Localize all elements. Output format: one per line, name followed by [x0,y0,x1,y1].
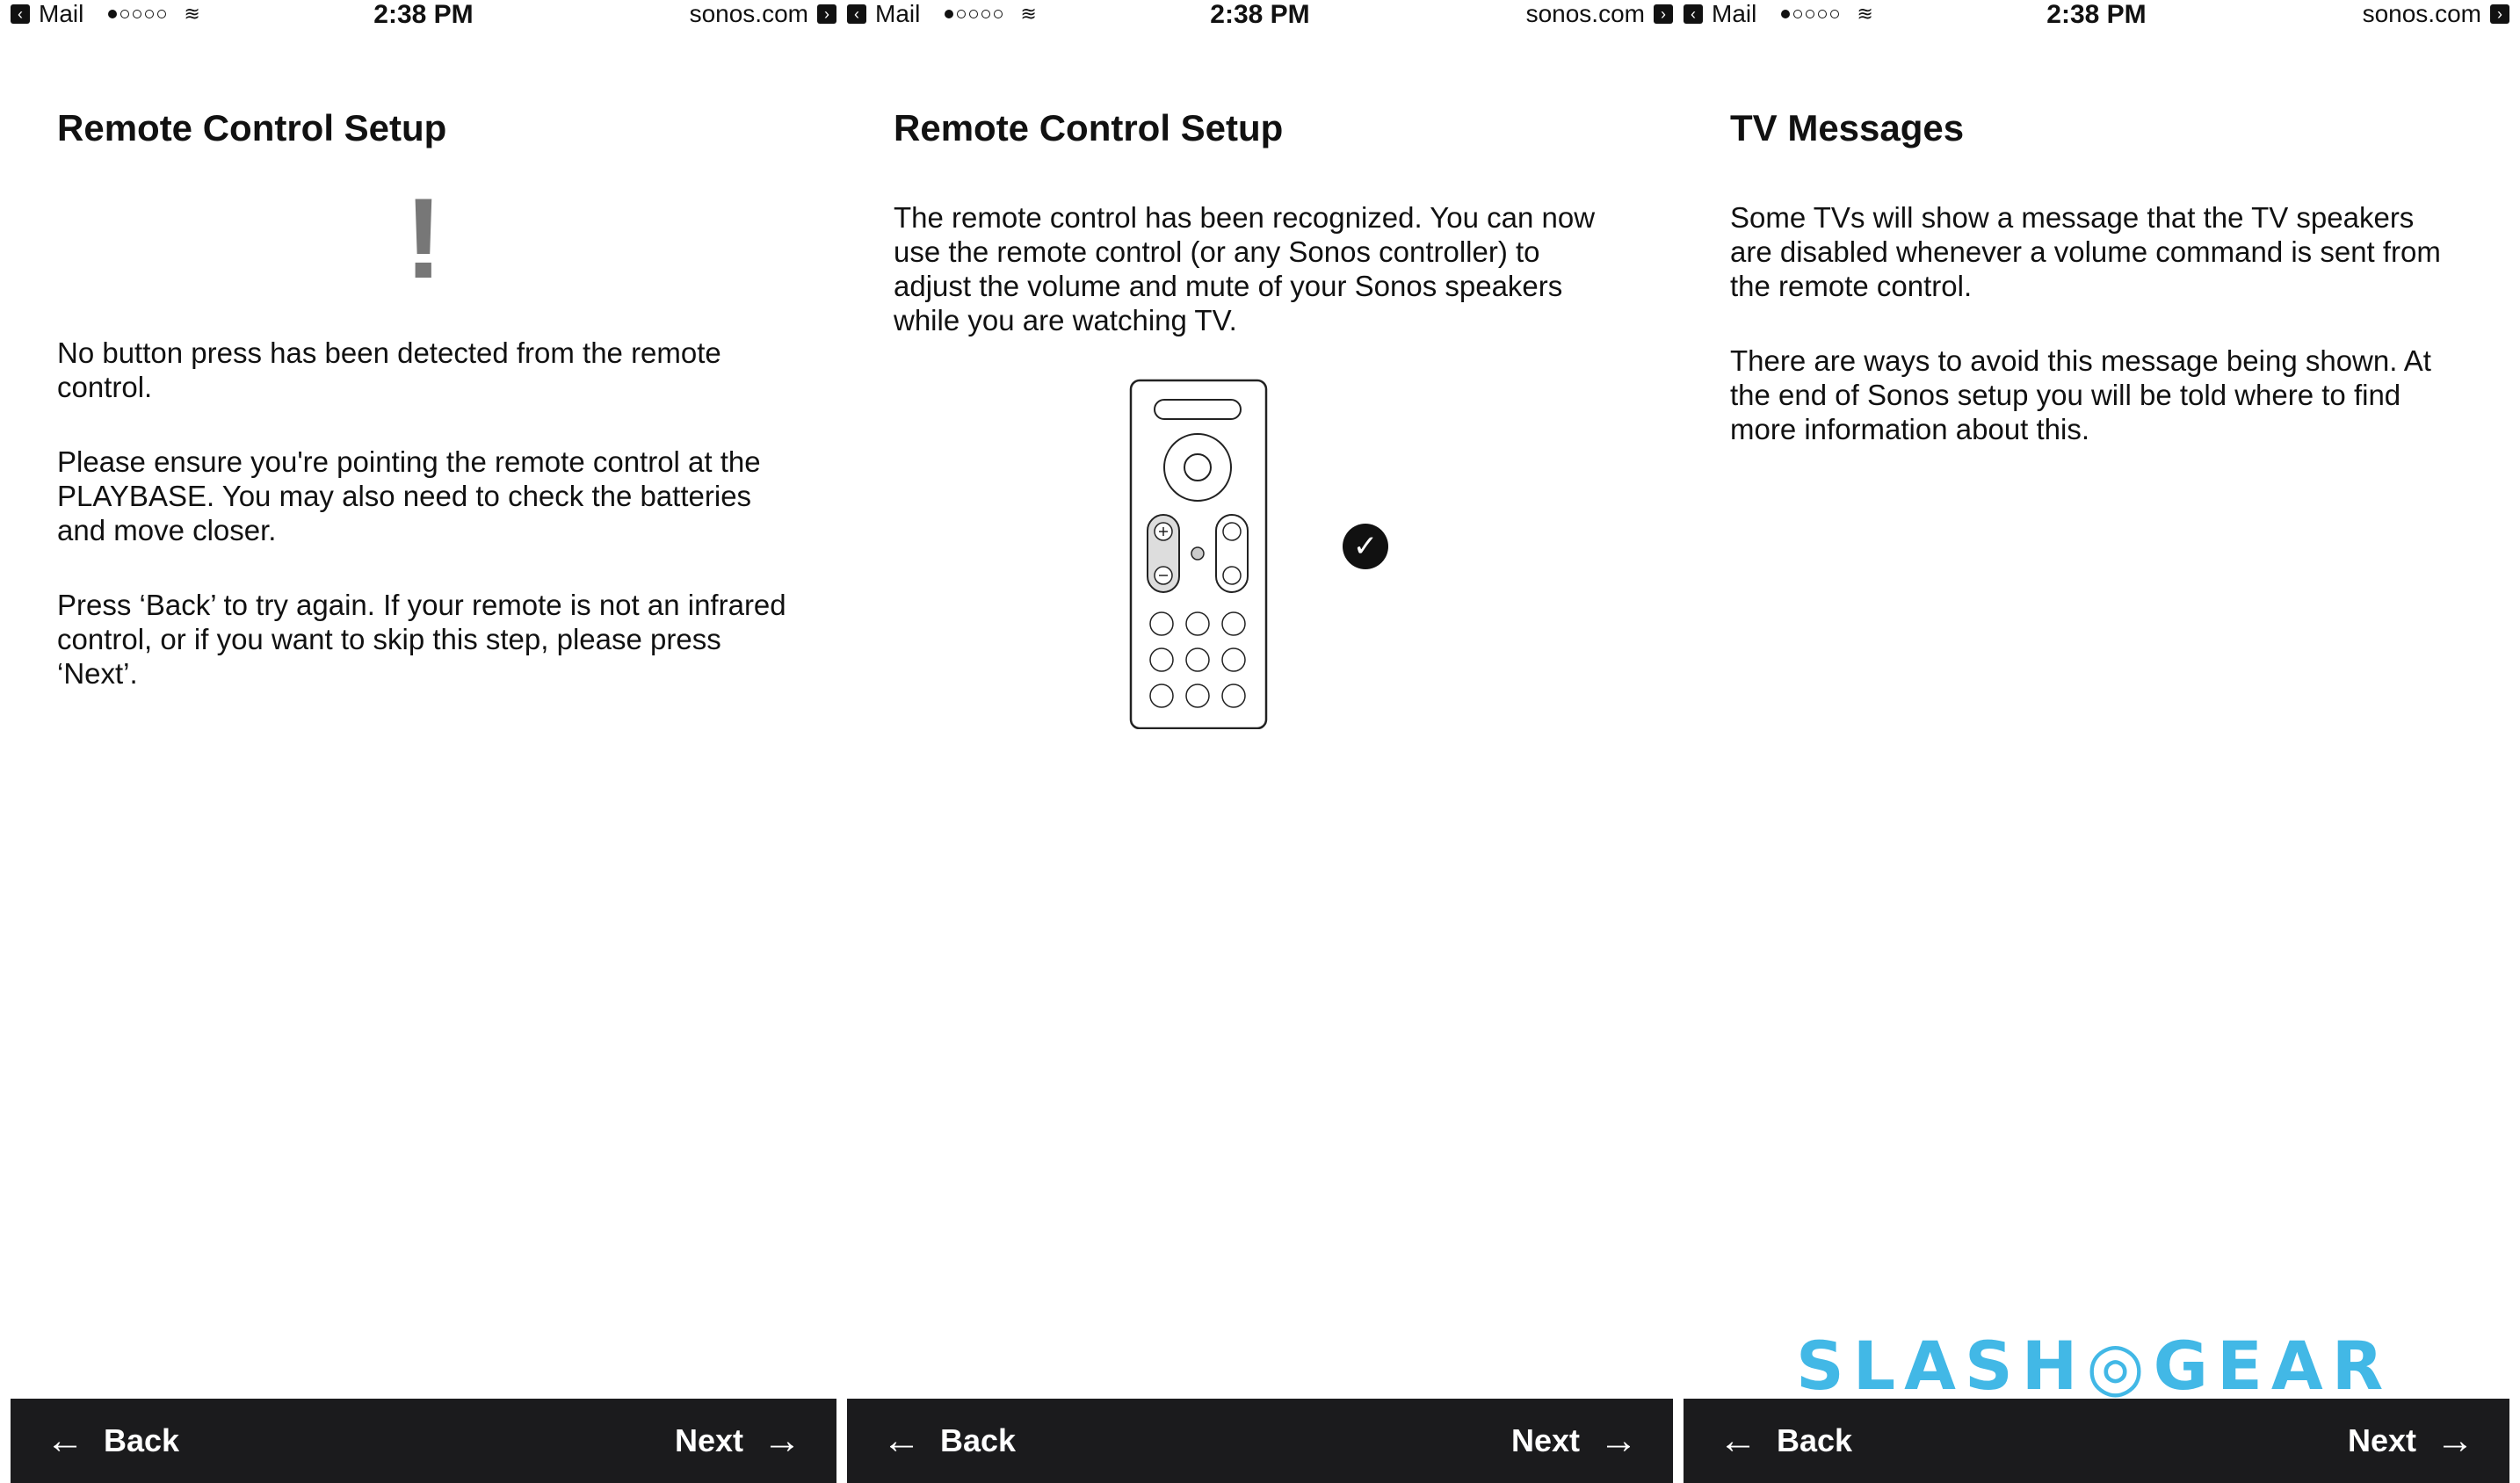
status-site-label: sonos.com [1525,0,1645,27]
next-button[interactable] [675,1399,801,1483]
arrow-left-icon: ← [882,1419,921,1462]
exclamation-icon: ! [404,174,443,302]
chevron-left-icon: ‹ [11,4,30,24]
status-bar [847,0,1673,35]
chevron-right-icon: › [2490,4,2509,24]
page-title: Remote Control Setup [57,107,447,148]
paragraph-avoid-message: There are ways to avoid this message being shown. At the end of Sonos setup you will be told where to find more information about this. [1730,344,2431,445]
status-site-link[interactable] [2363,0,2509,28]
status-back-app-label: Mail [1712,0,1757,27]
status-back-app-label: Mail [875,0,921,27]
next-button-label: Next [2347,1422,2416,1458]
status-bar [11,0,836,35]
next-button[interactable] [2348,1399,2474,1483]
checkmark-icon: ✓ [1343,524,1388,569]
chevron-left-icon: ‹ [1684,4,1703,24]
panel-no-press [11,0,836,1483]
chevron-right-icon: › [1654,4,1673,24]
status-time: 2:38 PM [1210,0,1310,29]
paragraph-no-detect: No button press has been detected from the remote control. [57,336,721,403]
status-back-app-label: Mail [39,0,84,27]
paragraph-tv-warning: Some TVs will show a message that the TV speakers are disabled whenever a volume command is sent from the remote control. [1730,201,2441,302]
wifi-icon: ≋ [184,3,200,25]
status-time: 2:38 PM [2046,0,2147,29]
wifi-icon: ≋ [1020,3,1037,25]
status-site-label: sonos.com [689,0,808,27]
arrow-right-icon: → [1599,1419,1638,1462]
arrow-right-icon: → [763,1419,801,1462]
page-title: Remote Control Setup [894,107,1284,148]
next-button[interactable] [1511,1399,1638,1483]
back-button-label: Back [104,1422,180,1458]
back-button[interactable] [882,1399,1016,1483]
back-button-label: Back [1777,1422,1853,1458]
status-site-link[interactable] [1526,0,1673,28]
back-button-label: Back [940,1422,1017,1458]
arrow-left-icon: ← [1719,1419,1757,1462]
back-button[interactable] [1719,1399,1852,1483]
status-time: 2:38 PM [373,0,474,29]
status-bar [1684,0,2509,35]
page-title: TV Messages [1730,107,1965,148]
chevron-left-icon: ‹ [847,4,866,24]
chevron-right-icon: › [817,4,836,24]
panel-tv-messages [1684,0,2509,1483]
status-site-label: sonos.com [2362,0,2481,27]
back-button[interactable] [46,1399,179,1483]
paragraph-press-back: Press ‘Back’ to try again. If your remote is not an infrared control, or if you want to skip this step, please press ‘Next’. [57,589,786,690]
bottom-nav-bar [847,1399,1673,1483]
bottom-nav-bar [1684,1399,2509,1483]
paragraph-recognized: The remote control has been recognized. You can now use the remote control (or any Sonos controller) to adjust the volume and mute of your Sonos speakers while you are watching TV. [894,201,1596,336]
status-site-link[interactable] [690,0,836,28]
arrow-left-icon: ← [46,1419,84,1462]
arrow-right-icon: → [2436,1419,2474,1462]
wifi-icon: ≋ [1857,3,1873,25]
next-button-label: Next [674,1422,743,1458]
paragraph-ensure-pointing: Please ensure you're pointing the remote control at the PLAYBASE. You may also need to check the batteries and move closer. [57,445,761,546]
panel-recognized [847,0,1673,1483]
next-button-label: Next [1510,1422,1580,1458]
slashgear-watermark: SLASH◎GEAR [1796,1327,2393,1405]
bottom-nav-bar [11,1399,836,1483]
